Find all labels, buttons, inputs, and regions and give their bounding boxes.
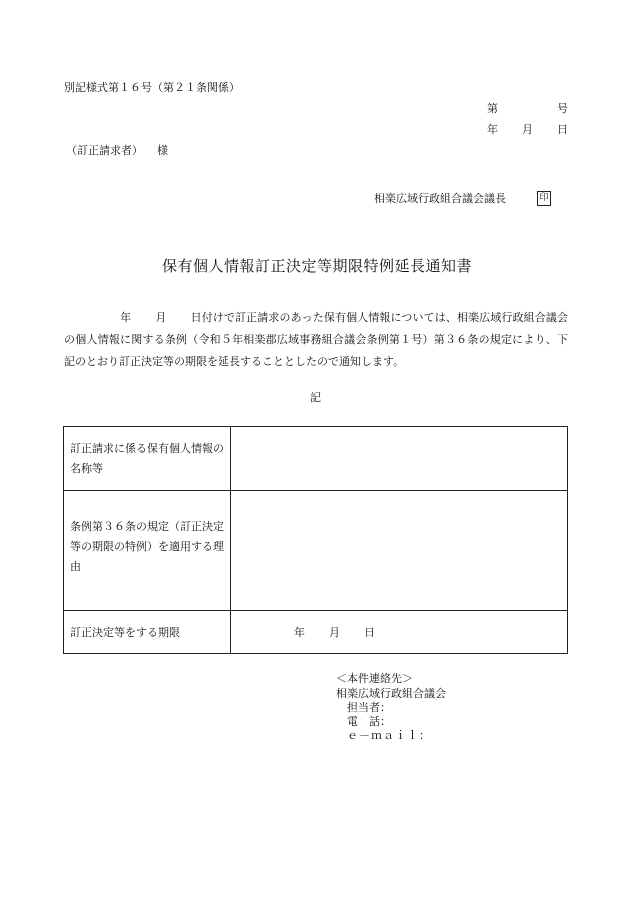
body-year: 年 <box>120 311 132 324</box>
requester-label: （訂正請求者） <box>66 144 143 157</box>
contact-person: 担当者： <box>347 701 391 714</box>
deadline-month: 月 <box>329 626 340 639</box>
document-title: 保有個人情報訂正決定等期限特例延長通知書 <box>162 257 473 275</box>
date-day: 日 <box>557 123 568 136</box>
notice-body <box>64 307 568 373</box>
form-number: 別記様式第１６号（第２１条関係） <box>64 81 240 94</box>
requester-honorific: 様 <box>157 144 168 157</box>
date-month: 月 <box>522 123 533 136</box>
issuer-name: 相楽広域行政組合議会議長 <box>374 192 506 205</box>
doc-number-suffix: 号 <box>557 102 568 115</box>
body-text: 日付けで訂正請求のあった保有個人情報については、相楽広域行政組合議会の個人情報に関する条例（令和５年相楽郡広域事務組合議会条例第１号）第３６条の規定により、下記のとおり訂正決定等の期限を延長することとしたので通知します。 <box>64 311 569 368</box>
contact-email: ｅ－ｍａｉｌ： <box>347 729 431 742</box>
deadline-day: 日 <box>364 626 375 639</box>
contact-heading: ＜本件連絡先＞ <box>336 672 413 685</box>
row-deadline-label: 訂正決定等をする期限 <box>70 626 180 639</box>
contact-org: 相楽広域行政組合議会 <box>336 687 446 700</box>
doc-number-prefix: 第 <box>487 102 498 115</box>
row-reason-label: 条例第３６条の規定（訂正決定等の期限の特例）を適用する理由 <box>70 520 224 573</box>
seal-mark: 印 <box>537 191 551 206</box>
contact-phone: 電 話： <box>347 715 391 728</box>
row-info-name-label: 訂正請求に係る保有個人情報の名称等 <box>70 442 224 475</box>
ki-marker: 記 <box>310 391 321 404</box>
date-year: 年 <box>487 123 498 136</box>
deadline-year: 年 <box>294 626 305 639</box>
details-table <box>63 426 568 654</box>
body-month: 月 <box>155 311 167 324</box>
